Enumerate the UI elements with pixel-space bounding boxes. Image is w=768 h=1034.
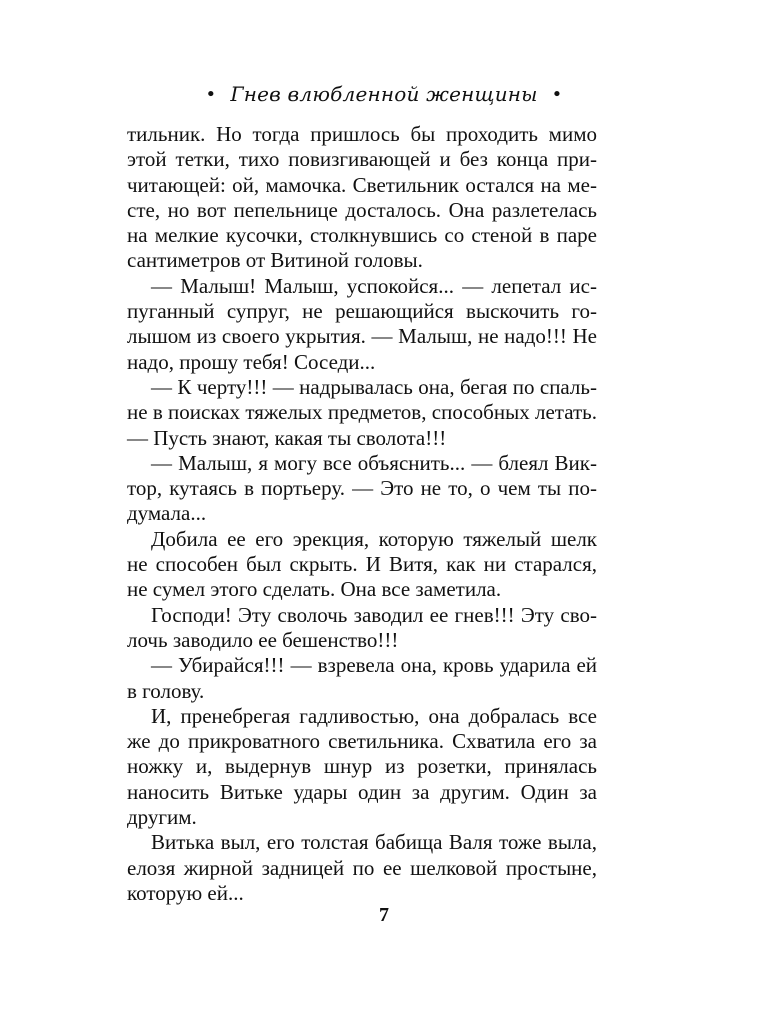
header-bullet-left: • — [205, 84, 217, 105]
header-title: Гнев влюбленной женщины — [230, 82, 538, 106]
header-bullet-right: • — [551, 84, 563, 105]
paragraph: И, пренебрегая гадливостью, она добралась все же до прикроватного светильника. Схватила его за ножку и, выдернув шнур из розетки, принялась наносить Витьке удары один за другим. Один за другим. — [127, 703, 597, 830]
paragraph: Добила ее его эрекция, которую тяжелый шелк не способен был скрыть. И Витя, как ни старался, не сумел этого сделать. Она все заметила. — [127, 526, 597, 602]
paragraph: — Убирайся!!! — взревела она, кровь ударила ей в голову. — [127, 653, 597, 703]
paragraph: Господи! Эту сволочь заводил ее гнев!!! Эту сволочь заводило ее бешенство!!! — [127, 602, 597, 652]
paragraph: — К черту!!! — надрывалась она, бегая по спальне в поисках тяжелых предметов, способных летать. — Пусть знают, какая ты сволота!!! — [127, 374, 597, 450]
paragraph: тильник. Но тогда пришлось бы проходить мимо этой тетки, тихо повизгивающей и без конца причитающей: ой, мамочка. Светильник остался на месте, но вот пепельнице досталось. Она разлетелась на мелкие кусочки, столкнувшись со стеной в паре сантиметров от Витиной головы. — [127, 122, 597, 273]
paragraph: — Малыш, я могу все объяснить... — блеял Виктор, кутаясь в портьеру. — Это не то, о чем ты подумала... — [127, 450, 597, 526]
page-number: 7 — [379, 904, 389, 926]
running-header — [0, 82, 768, 106]
body-text — [127, 122, 597, 906]
paragraph: Витька выл, его толстая бабища Валя тоже выла, елозя жирной задницей по ее шелковой простыне, которую ей... — [127, 830, 597, 905]
paragraph: — Малыш! Малыш, успокойся... — лепетал испуганный супруг, не решающийся выскочить голышом из своего укрытия. — Малыш, не надо!!! Не надо, прошу тебя! Соседи... — [127, 273, 597, 374]
